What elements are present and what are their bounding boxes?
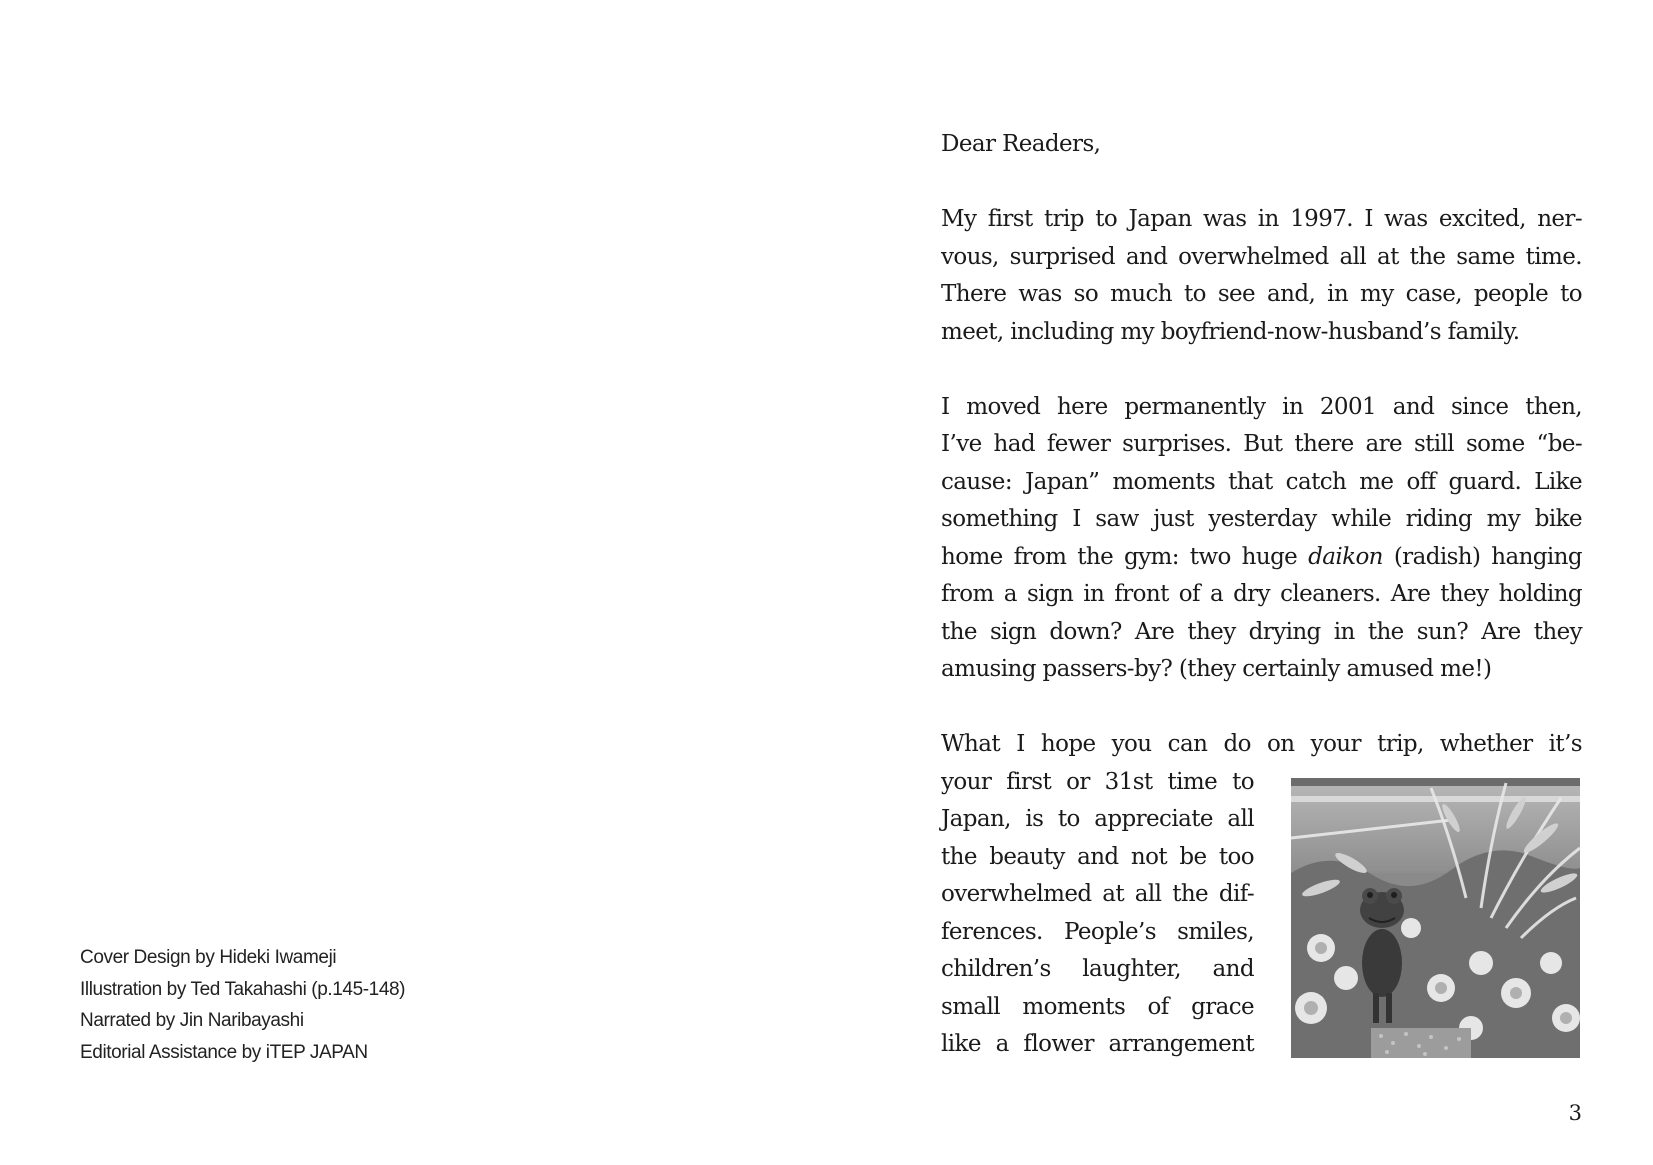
credits-block [80,942,500,1068]
credit-narration: Narrated by Jin Naribayashi [80,1010,304,1031]
text-line: I moved here permanently in 2001 and since then, [941,393,1582,420]
text-line [941,539,1582,577]
text-line: children’s laughter, and [941,956,1254,982]
text-line: your first or 31st time to [941,768,1254,795]
text-line: overwhelmed at all the dif- [941,881,1254,907]
credit-editorial: Editorial Assistance by iTEP JAPAN [80,1041,368,1063]
text-line: What I hope you can do on your trip, whether it’s [941,731,1582,757]
credit-cover-design: Cover Design by Hideki Iwameji [80,947,337,968]
text-line: amusing passers-by? (they certainly amused me!) [941,656,1492,682]
text-segment: (radish) hanging [1393,543,1583,570]
text-line: cause: Japan” moments that catch me off guard. Like [941,468,1582,495]
text-line: ferences. People’s smiles, [941,918,1254,945]
text-line: Japan, is to appreciate all [941,806,1254,832]
page-number: 3 [1568,1101,1582,1125]
text-line: meet, including my boyfriend-now-husband’s family. [941,318,1520,345]
photo-illustration [1291,778,1580,1058]
salutation: Dear Readers, [941,131,1101,157]
text-line: small moments of grace [941,993,1254,1020]
paragraph-2 [941,389,1582,689]
text-line: the beauty and not be too [941,843,1254,870]
text-line: vous, surprised and overwhelmed all at the same time. [941,243,1582,270]
credit-illustration: Illustration by Ted Takahashi (p.145-148) [80,978,406,1000]
text-line: There was so much to see and, in my case, people to [941,281,1582,307]
text-line: from a sign in front of a dry cleaners. Are they holding [941,581,1582,607]
paragraph-1 [941,201,1582,351]
text-line: I’ve had fewer surprises. But there are still some “be- [941,431,1582,457]
text-line: the sign down? Are they drying in the sun? Are they [941,618,1582,645]
text-line: My first trip to Japan was in 1997. I was excited, ner- [941,206,1582,232]
frog-garden-photo [1291,778,1580,1058]
italic-word-daikon: daikon [1308,543,1383,570]
text-segment: home from the gym: two huge [941,543,1298,570]
text-line: like a flower arrangement [941,1031,1254,1057]
text-line: something I saw just yesterday while riding my bike [941,506,1582,532]
